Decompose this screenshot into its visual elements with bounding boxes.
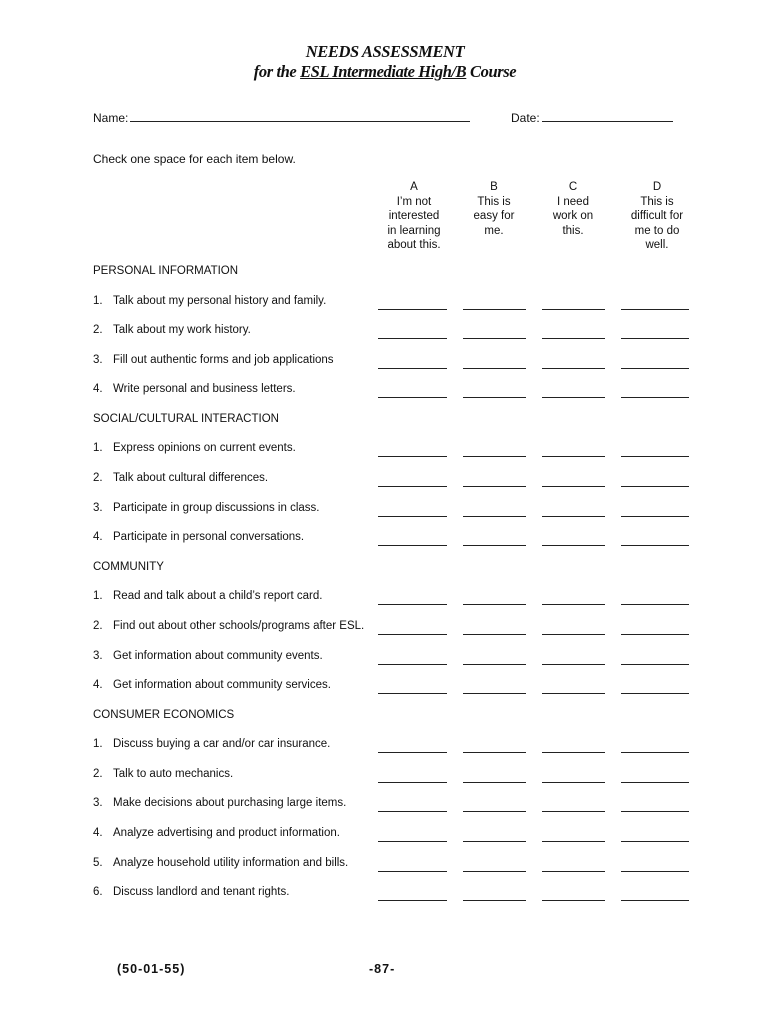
- answer-blank-d[interactable]: [621, 397, 689, 398]
- item-number: 2.: [93, 324, 103, 337]
- answer-blank-a[interactable]: [378, 811, 447, 812]
- column-description-line: This is: [477, 195, 511, 208]
- answer-blank-d[interactable]: [621, 516, 689, 517]
- item-row: [93, 383, 296, 395]
- answer-blank-a[interactable]: [378, 871, 447, 872]
- item-number: 1.: [93, 442, 103, 455]
- answer-blank-b[interactable]: [463, 752, 526, 753]
- answer-blank-d[interactable]: [621, 664, 689, 665]
- item-text: Find out about other schools/programs after ESL.: [113, 619, 365, 632]
- column-header-b: [449, 180, 539, 238]
- answer-blank-d[interactable]: [621, 486, 689, 487]
- column-description-line: well.: [645, 239, 669, 251]
- column-description-line: this.: [562, 224, 584, 237]
- item-text: Discuss buying a car and/or car insurance.: [113, 738, 331, 751]
- answer-blank-b[interactable]: [463, 368, 526, 369]
- answer-blank-c[interactable]: [542, 634, 605, 635]
- item-row: [93, 886, 289, 898]
- form-title: [0, 42, 770, 82]
- answer-blank-a[interactable]: [378, 634, 447, 635]
- answer-blank-c[interactable]: [542, 516, 605, 517]
- answer-blank-a[interactable]: [378, 900, 447, 901]
- name-blank[interactable]: [130, 110, 470, 122]
- item-number: 1.: [93, 738, 103, 751]
- column-description-line: me to do: [634, 224, 680, 237]
- item-text: Get information about community services.: [113, 679, 331, 692]
- item-row: [93, 531, 304, 543]
- item-text: Participate in group discussions in class.: [113, 501, 320, 514]
- answer-blank-b[interactable]: [463, 782, 526, 783]
- column-description-line: easy for: [473, 210, 515, 222]
- answer-blank-c[interactable]: [542, 693, 605, 694]
- answer-blank-d[interactable]: [621, 900, 689, 901]
- answer-blank-a[interactable]: [378, 545, 447, 546]
- answer-blank-c[interactable]: [542, 486, 605, 487]
- answer-blank-d[interactable]: [621, 368, 689, 369]
- column-description-line: in learning: [387, 224, 441, 237]
- column-description-line: This is: [640, 195, 674, 208]
- answer-blank-d[interactable]: [621, 693, 689, 694]
- section-heading: CONSUMER ECONOMICS: [93, 708, 235, 721]
- answer-blank-b[interactable]: [463, 397, 526, 398]
- item-row: [93, 354, 334, 366]
- column-header-a: [369, 180, 459, 253]
- answer-blank-a[interactable]: [378, 397, 447, 398]
- item-row: [93, 679, 331, 691]
- answer-blank-b[interactable]: [463, 338, 526, 339]
- item-row: [93, 620, 364, 632]
- item-text: Fill out authentic forms and job applications: [113, 353, 334, 366]
- item-text: Express opinions on current events.: [113, 442, 296, 455]
- answer-blank-b[interactable]: [463, 811, 526, 812]
- answer-blank-c[interactable]: [542, 456, 605, 457]
- answer-blank-b[interactable]: [463, 634, 526, 635]
- item-number: 3.: [93, 501, 103, 514]
- answer-blank-a[interactable]: [378, 604, 447, 605]
- answer-blank-b[interactable]: [463, 693, 526, 694]
- item-text: Participate in personal conversations.: [113, 531, 305, 544]
- answer-blank-b[interactable]: [463, 309, 526, 310]
- answer-blank-a[interactable]: [378, 368, 447, 369]
- item-number: 3.: [93, 797, 103, 810]
- item-text: Talk about cultural differences.: [113, 472, 269, 484]
- name-label: Name:: [93, 111, 129, 125]
- item-number: 1.: [93, 590, 103, 603]
- column-letter: C: [568, 181, 578, 193]
- column-description-line: me.: [484, 224, 504, 237]
- answer-blank-b[interactable]: [463, 604, 526, 605]
- answer-blank-c[interactable]: [542, 604, 605, 605]
- page-number: -87-: [369, 962, 396, 976]
- item-row: [93, 502, 319, 514]
- answer-blank-d[interactable]: [621, 841, 689, 842]
- course-name: ESL Intermediate High/B: [300, 62, 467, 81]
- date-field[interactable]: [511, 110, 673, 125]
- answer-blank-a[interactable]: [378, 841, 447, 842]
- answer-blank-b[interactable]: [463, 486, 526, 487]
- column-description-line: interested: [388, 210, 440, 222]
- answer-blank-a[interactable]: [378, 693, 447, 694]
- date-blank[interactable]: [542, 110, 673, 122]
- section-heading: PERSONAL INFORMATION: [93, 265, 239, 277]
- item-text: Discuss landlord and tenant rights.: [113, 886, 290, 899]
- item-row: [93, 797, 346, 809]
- item-number: 4.: [93, 531, 103, 544]
- item-number: 6.: [93, 886, 103, 899]
- item-row: [93, 590, 322, 602]
- answer-blank-b[interactable]: [463, 900, 526, 901]
- answer-blank-d[interactable]: [621, 752, 689, 753]
- section-heading: COMMUNITY: [93, 560, 164, 573]
- answer-blank-d[interactable]: [621, 338, 689, 339]
- item-row: [93, 827, 340, 839]
- answer-blank-d[interactable]: [621, 811, 689, 812]
- item-text: Get information about community events.: [113, 649, 323, 662]
- item-number: 3.: [93, 353, 103, 366]
- title-line-2: for the ESL Intermediate High/B Course: [253, 62, 517, 81]
- answer-blank-c[interactable]: [542, 871, 605, 872]
- section-heading: SOCIAL/CULTURAL INTERACTION: [93, 412, 279, 425]
- item-text: Read and talk about a child’s report card.: [113, 590, 323, 603]
- item-number: 3.: [93, 649, 103, 662]
- item-number: 4.: [93, 383, 103, 396]
- column-description-line: about this.: [387, 239, 441, 251]
- form-code: (50-01-55): [117, 962, 186, 976]
- column-description-line: I’m not: [396, 195, 432, 208]
- item-text: Analyze household utility information and bills.: [113, 856, 349, 869]
- answer-blank-a[interactable]: [378, 456, 447, 457]
- item-number: 4.: [93, 679, 103, 692]
- column-description-line: I need: [557, 195, 589, 208]
- answer-blank-a[interactable]: [378, 752, 447, 753]
- name-field[interactable]: [93, 110, 470, 125]
- item-text: Talk about my personal history and family.: [113, 294, 327, 307]
- answer-blank-c[interactable]: [542, 782, 605, 783]
- answer-blank-c[interactable]: [542, 752, 605, 753]
- answer-blank-a[interactable]: [378, 486, 447, 487]
- item-number: 4.: [93, 827, 103, 839]
- answer-blank-c[interactable]: [542, 664, 605, 665]
- item-row: [93, 295, 326, 307]
- item-text: Write personal and business letters.: [113, 383, 296, 396]
- answer-blank-d[interactable]: [621, 634, 689, 635]
- answer-blank-a[interactable]: [378, 516, 447, 517]
- answer-blank-c[interactable]: [542, 397, 605, 398]
- answer-blank-c[interactable]: [542, 811, 605, 812]
- item-row: [93, 442, 296, 454]
- answer-blank-c[interactable]: [542, 368, 605, 369]
- item-row: [93, 650, 323, 662]
- answer-blank-a[interactable]: [378, 309, 447, 310]
- answer-blank-b[interactable]: [463, 664, 526, 665]
- answer-blank-c[interactable]: [542, 309, 605, 310]
- item-number: 2.: [93, 619, 103, 632]
- column-letter: D: [652, 181, 662, 193]
- column-header-d: [612, 180, 702, 253]
- answer-blank-a[interactable]: [378, 782, 447, 783]
- item-row: [93, 768, 233, 780]
- answer-blank-d[interactable]: [621, 782, 689, 783]
- answer-blank-d[interactable]: [621, 309, 689, 310]
- column-description-line: work on: [552, 210, 594, 222]
- answer-blank-d[interactable]: [621, 456, 689, 457]
- item-row: [93, 472, 268, 484]
- answer-blank-b[interactable]: [463, 871, 526, 872]
- title-line-1: NEEDS ASSESSMENT: [305, 42, 465, 61]
- date-label: Date:: [511, 111, 540, 125]
- answer-blank-b[interactable]: [463, 456, 526, 457]
- item-text: Talk to auto mechanics.: [113, 767, 234, 780]
- item-row: [93, 857, 348, 869]
- answer-blank-b[interactable]: [463, 841, 526, 842]
- answer-blank-c[interactable]: [542, 338, 605, 339]
- column-header-c: [528, 180, 618, 238]
- answer-blank-d[interactable]: [621, 871, 689, 872]
- item-number: 2.: [93, 767, 103, 780]
- item-number: 2.: [93, 472, 103, 484]
- column-letter: B: [490, 181, 498, 193]
- item-text: Make decisions about purchasing large items.: [113, 797, 347, 810]
- instruction-text: Check one space for each item below.: [93, 152, 296, 166]
- answer-blank-d[interactable]: [621, 604, 689, 605]
- item-row: [93, 738, 330, 750]
- answer-blank-c[interactable]: [542, 545, 605, 546]
- answer-blank-a[interactable]: [378, 338, 447, 339]
- item-number: 1.: [93, 294, 103, 307]
- item-text: Analyze advertising and product information.: [113, 827, 340, 839]
- item-number: 5.: [93, 856, 103, 869]
- answer-blank-a[interactable]: [378, 664, 447, 665]
- item-text: Talk about my work history.: [113, 324, 251, 337]
- column-letter: A: [410, 181, 418, 193]
- answer-blank-d[interactable]: [621, 545, 689, 546]
- answer-blank-b[interactable]: [463, 545, 526, 546]
- column-description-line: difficult for: [630, 210, 684, 222]
- answer-blank-c[interactable]: [542, 900, 605, 901]
- answer-blank-b[interactable]: [463, 516, 526, 517]
- answer-blank-c[interactable]: [542, 841, 605, 842]
- item-row: [93, 324, 251, 336]
